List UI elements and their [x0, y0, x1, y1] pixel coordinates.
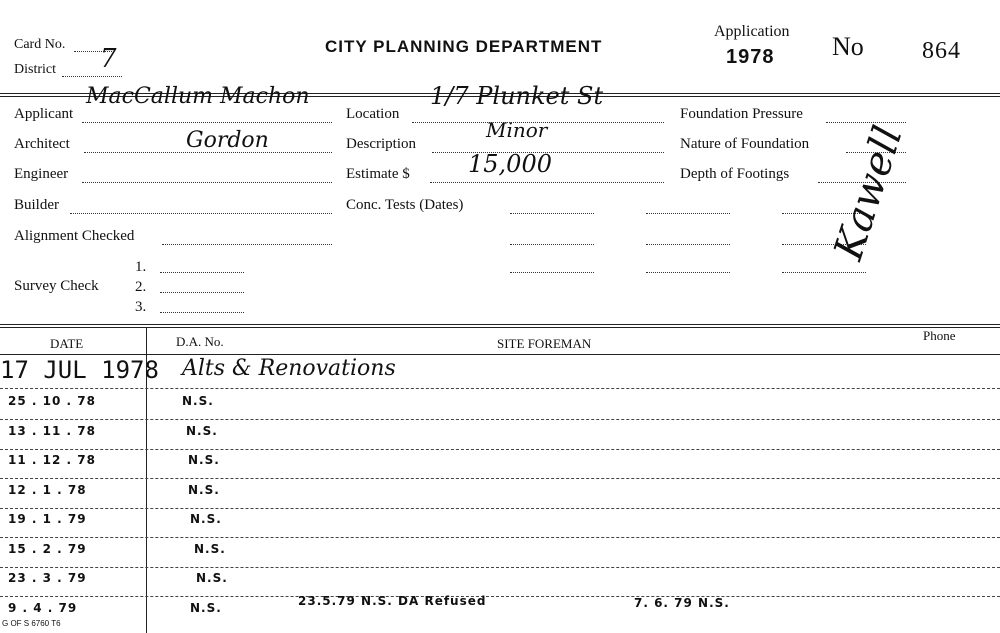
inspector-signature: Kawell — [825, 120, 912, 266]
application-number: 864 — [922, 38, 961, 64]
depth-footings-label: Depth of Footings — [680, 166, 790, 182]
applicant-label: Applicant — [14, 106, 74, 122]
row-line — [0, 419, 1000, 420]
application-label: Application — [714, 23, 790, 40]
row-date: 9 . 4 . 79 — [8, 600, 78, 615]
row-date: 25 . 10 . 78 — [8, 394, 96, 408]
location-label: Location — [346, 106, 400, 122]
col-date: DATE — [50, 336, 84, 351]
survey-1: 1. — [135, 259, 147, 275]
row-note: N.S. — [186, 423, 218, 438]
application-year: 1978 — [726, 46, 775, 68]
row-note: N.S. — [188, 453, 220, 467]
row-note: N.S. — [196, 571, 228, 585]
row-line — [0, 537, 1000, 538]
description-value: Minor — [486, 118, 548, 142]
last-extra-entry: 23.5.79 N.S. DA Refused — [298, 594, 487, 608]
footer-code: G OF S 6760 T6 — [2, 619, 61, 628]
alignment-label: Alignment Checked — [14, 228, 135, 244]
builder-label: Builder — [14, 197, 59, 213]
district-label: District — [14, 62, 56, 77]
received-stamp: 17 JUL 1978 — [0, 356, 159, 384]
location-value: 1/7 Plunket St — [430, 82, 604, 110]
number-symbol: No — [832, 32, 864, 61]
row-note: N.S. — [182, 394, 214, 408]
row-note: N.S. — [190, 600, 222, 615]
applicant-value: MacCallum Machon — [86, 84, 310, 109]
row-date: 12 . 1 . 78 — [8, 482, 87, 497]
row-date: 23 . 3 . 79 — [8, 571, 87, 585]
row-line — [0, 478, 1000, 479]
description-label: Description — [346, 136, 416, 152]
first-entry: Alts & Renovations — [182, 356, 396, 381]
row-line — [0, 508, 1000, 509]
estimate-value: 15,000 — [468, 150, 552, 178]
foundation-pressure-label: Foundation Pressure — [680, 106, 803, 122]
survey-2: 2. — [135, 279, 147, 295]
row-date: 15 . 2 . 79 — [8, 541, 87, 556]
architect-label: Architect — [14, 136, 70, 152]
row-note: N.S. — [194, 541, 226, 556]
conc-tests-label: Conc. Tests (Dates) — [346, 197, 464, 213]
col-phone: Phone — [923, 328, 956, 343]
row-line — [0, 596, 1000, 597]
engineer-label: Engineer — [14, 166, 69, 182]
page-title: CITY PLANNING DEPARTMENT — [325, 37, 603, 56]
row-note: N.S. — [190, 512, 222, 526]
row-date: 13 . 11 . 78 — [8, 423, 96, 438]
row-date: 11 . 12 . 78 — [8, 453, 96, 467]
row-line — [0, 567, 1000, 568]
last-extra-entry-2: 7. 6. 79 N.S. — [634, 596, 730, 610]
col-site-foreman: SITE FOREMAN — [497, 336, 592, 351]
col-da-no: D.A. No. — [176, 334, 224, 349]
survey-3: 3. — [135, 299, 147, 315]
row-date: 19 . 1 . 79 — [8, 512, 87, 526]
row-line — [0, 449, 1000, 450]
district-value: 7 — [100, 44, 117, 74]
survey-label: Survey Check — [14, 278, 99, 294]
card-no-label: Card No. — [14, 37, 66, 52]
nature-foundation-label: Nature of Foundation — [680, 136, 810, 152]
estimate-label: Estimate $ — [346, 166, 410, 182]
log-divider — [0, 324, 1000, 325]
architect-value: Gordon — [186, 128, 269, 153]
row-note: N.S. — [188, 482, 220, 497]
